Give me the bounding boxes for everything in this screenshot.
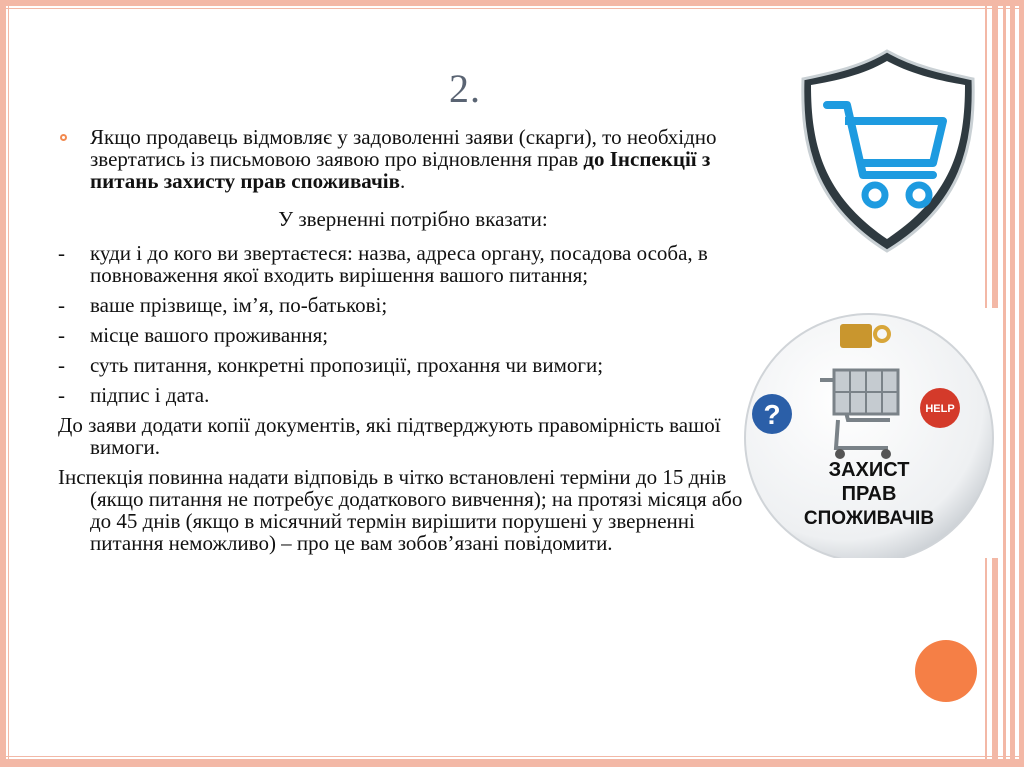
slide-body xyxy=(58,126,768,562)
border-top-line xyxy=(0,8,1024,9)
tag-icon xyxy=(840,324,872,348)
dash-marker: - xyxy=(58,241,65,265)
intro-text: Якщо продавець відмовляє у задоволенні заяви (скарги), то необхідно звертатись із письмовою заявою про відновлення прав xyxy=(90,125,717,171)
consumer-protection-badge xyxy=(738,308,1000,558)
right-stripe xyxy=(1003,0,1006,767)
intro-end: . xyxy=(400,169,406,193)
list-item-text: куди і до кого ви звертаєтеся: назва, адреса органу, посадова особа, в повноваження якої входить вирішення вашого питання; xyxy=(90,241,708,287)
border-bottom-line xyxy=(0,756,1024,757)
list-item-text: ваше прізвище, ім’я, по-батькові; xyxy=(90,293,388,317)
list-item-text: місце вашого проживання; xyxy=(90,323,329,347)
dash-marker: - xyxy=(58,353,65,377)
list-item xyxy=(58,242,768,286)
shield-cart-icon xyxy=(795,45,980,257)
dash-marker: - xyxy=(58,293,65,317)
question-mark: ? xyxy=(763,399,781,430)
border-left xyxy=(0,0,6,767)
attach-paragraph: До заяви додати копії документів, які підтверджують правомірність вашої вимоги. xyxy=(58,413,721,459)
orange-circle-decoration xyxy=(915,640,977,702)
list-item xyxy=(58,294,768,316)
badge-line-1: ЗАХИСТ xyxy=(828,459,910,481)
list-item xyxy=(58,324,768,346)
border-bottom xyxy=(0,759,1024,767)
dash-marker: - xyxy=(58,323,65,347)
help-label: HELP xyxy=(925,403,955,415)
list-item-text: підпис і дата. xyxy=(90,383,210,407)
dash-marker: - xyxy=(58,383,65,407)
intro-bold: до Інспекції з питань захисту прав споживачів xyxy=(90,147,711,193)
list-item xyxy=(58,354,768,376)
border-top xyxy=(0,0,1024,6)
badge-line-2: ПРАВ xyxy=(841,483,897,505)
bullet-circle-icon xyxy=(60,134,67,141)
list-item xyxy=(58,384,768,406)
inspection-paragraph: Інспекція повинна надати відповідь в чітко встановлені терміни до 15 днів (якщо питання не потребує додаткового вивчення); на протязі місяця або до 45 днів (якщо в місячний термін вирішити порушені у зверненні питання неможливо) – про це вам зобов’язані повідомити. xyxy=(58,465,743,555)
badge-line-3: СПОЖИВАЧІВ xyxy=(803,508,935,529)
slide-title: 2. xyxy=(449,66,481,111)
list-item-text: суть питання, конкретні пропозиції, прохання чи вимоги; xyxy=(90,353,604,377)
border-left-line xyxy=(8,0,9,767)
right-stripe xyxy=(1010,0,1015,767)
intro-paragraph xyxy=(58,126,768,192)
center-line: У зверненні потрібно вказати: xyxy=(278,207,548,231)
right-stripe xyxy=(1019,0,1024,767)
